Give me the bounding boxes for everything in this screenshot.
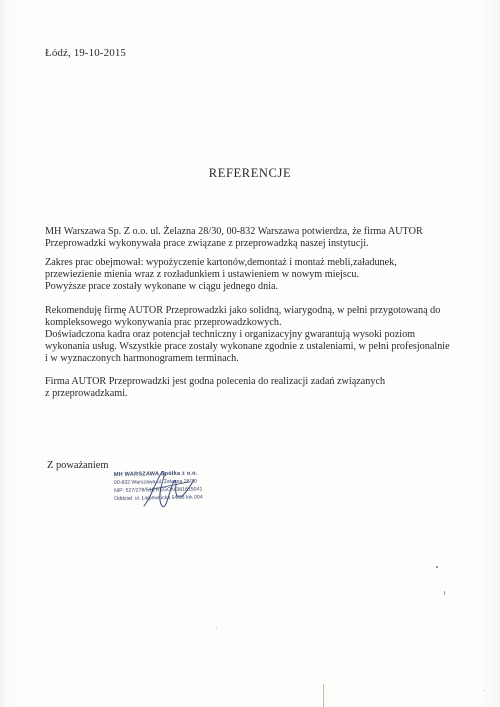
text-line: Powyższe prace zostały wykonane w ciągu jednego dnia.	[45, 281, 279, 292]
stamp-company-name: MH WARSZAWA Spółka z o.o.	[113, 470, 198, 478]
text-line: MH Warszawa Sp. Z o.o. ul. Żelazna 28/30, 00-832 Warszawa potwierdza, że firma AUTOR	[45, 226, 423, 237]
text-line: Rekomenduję firmę AUTOR Przeprowadzki jako solidną, wiarygodną, w pełni przygotowaną do	[45, 305, 441, 316]
scan-speck	[444, 591, 445, 595]
text-line: Firma AUTOR Przeprowadzki jest godna polecenia do realizacji zadań związanych	[45, 376, 386, 387]
closing-salutation: Z poważaniem	[47, 460, 109, 471]
text-line: Przeprowadzki wykonywała prace związane z przeprowadzką naszej instytucji.	[45, 238, 369, 249]
scan-speck	[216, 628, 217, 629]
text-line: i w wyznaczonych harmonogramem terminach.	[45, 353, 239, 364]
paragraph-confirmation	[45, 226, 465, 250]
document-title: REFERENCJE	[208, 166, 292, 180]
paragraph-endorsement	[45, 376, 465, 400]
paragraph-scope	[45, 257, 465, 293]
text-line: wykonania usług. Wszystkie prace zostały wykonane zgodnie z ustaleniami, w pełni profesjonalnie	[45, 341, 450, 352]
text-line: Zakres prac obejmował: wypożyczenie kartonów,demontaż i montaż mebli,załadunek,	[45, 257, 397, 268]
stamp-address: 00-832 Warszawa ul. Żelazna 28/30	[113, 478, 197, 486]
text-line: przewiezienie mienia wraz z rozładunkiem i ustawieniem w nowym miejscu.	[45, 269, 360, 280]
paper-fold-mark	[323, 684, 324, 707]
stamp-tax-ids: NIP: 527/278/518 REGON 381615041	[114, 486, 203, 494]
text-line: Doświadczona kadra oraz potencjał techniczny i organizacyjny gwarantują wysoki poziom	[45, 329, 416, 340]
handwritten-signature-icon	[138, 466, 198, 514]
text-line: kompleksowego wykonywania prac przeprowadzkowych.	[45, 317, 282, 328]
date-line: Łódź, 19-10-2015	[45, 47, 127, 59]
paragraph-recommendation	[45, 305, 465, 365]
stamp-branch: Oddział: ul. Łagiewnicka 54/56 lok 004	[114, 494, 203, 502]
scan-speck	[484, 690, 485, 691]
scan-speck	[436, 566, 438, 568]
text-line: z przeprowadzkami.	[45, 388, 128, 399]
